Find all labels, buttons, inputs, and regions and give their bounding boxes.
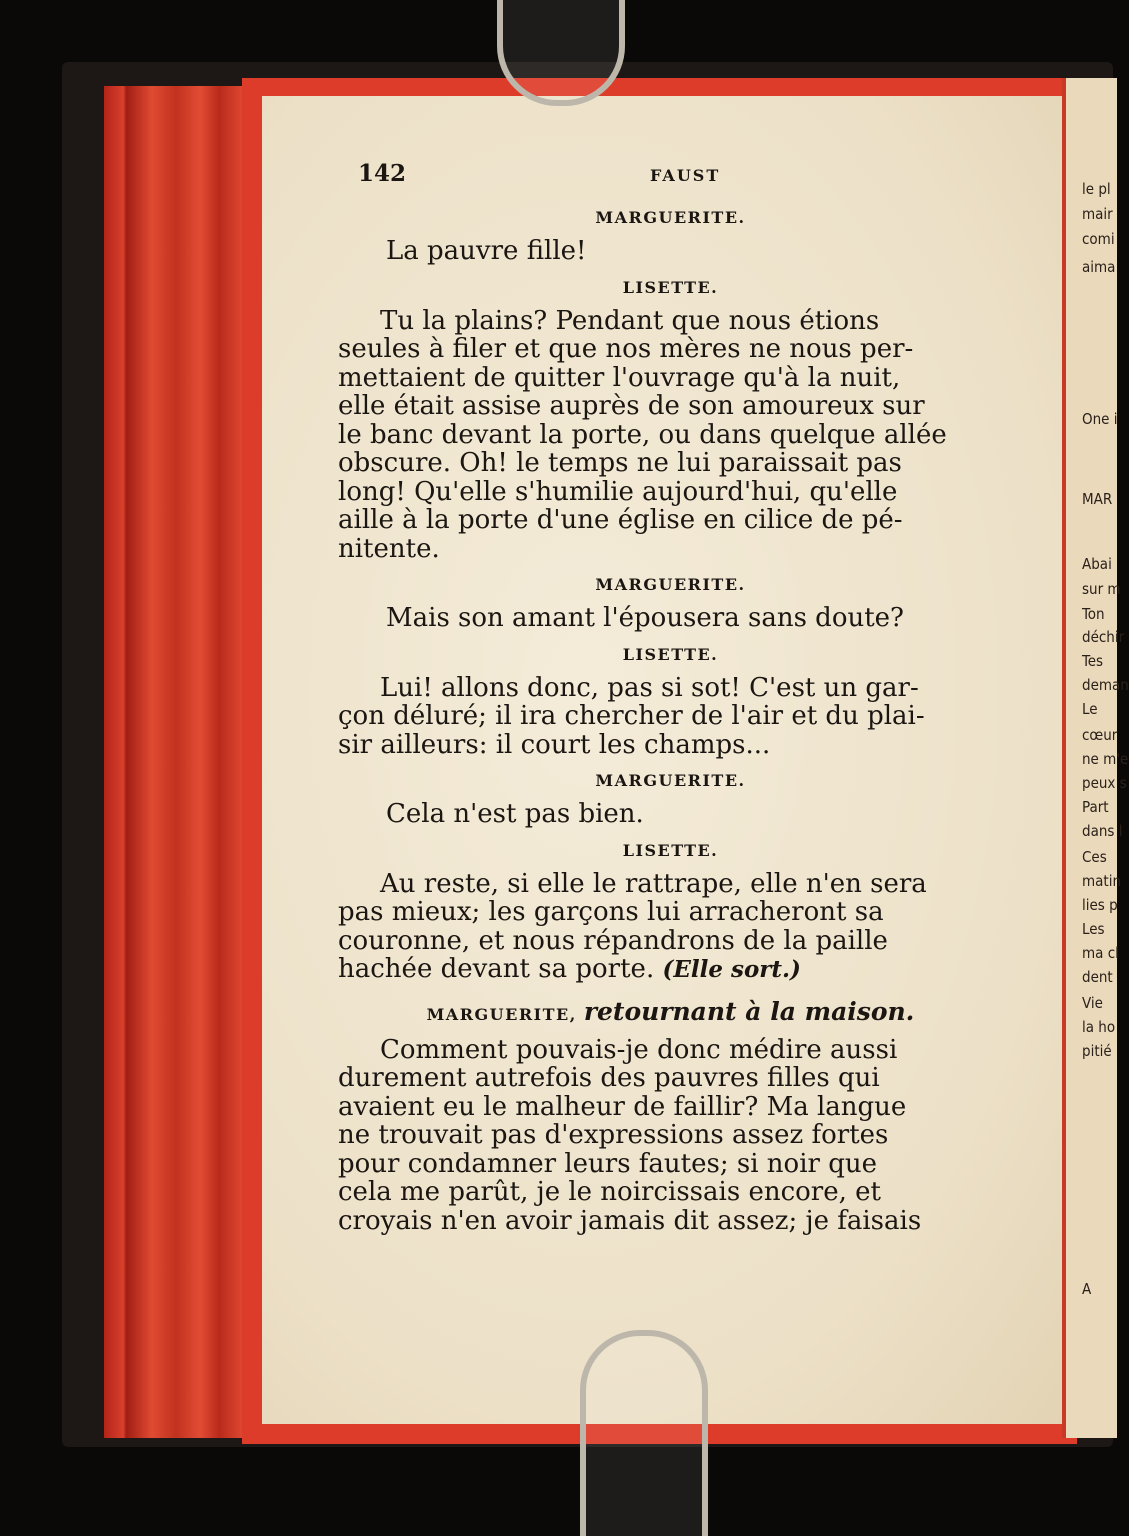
dialogue-line: aille à la porte d'une église en cilice de pé- [338,505,903,535]
right-page-fragment: le pl [1082,180,1111,198]
right-page-fragment: One i [1082,410,1118,428]
right-page-fragment: A [1082,1280,1092,1298]
right-page-fragment: dent [1082,968,1113,986]
right-page-fragment: Vie [1082,994,1103,1012]
bottom-page-clip [580,1330,708,1536]
speaker-name [338,645,1003,664]
dialogue-line: Comment pouvais-je donc médire aussi [380,1034,898,1065]
dialogue-line: çon déluré; il ira chercher de l'air et du plai- [338,701,925,731]
dialogue-line: le banc devant la porte, ou dans quelque allée [338,419,947,450]
right-page-fragment: peux s [1082,774,1127,792]
speaker-label: MARGUERITE. [595,208,746,227]
right-page-fragment: deman [1082,676,1129,694]
right-page-fragment: mair [1082,205,1113,223]
speaker-name [338,278,1003,297]
dialogue-line: hachée devant sa porte. (Elle sort.) [338,954,801,984]
dialogue-line: nitente. [338,533,440,564]
dialogue-line: obscure. Oh! le temps ne lui paraissait pas [338,448,902,478]
right-page-fragment: la ho [1082,1018,1116,1036]
dialogue-line: long! Qu'elle s'humilie aujourd'hui, qu'elle [338,476,898,507]
speaker-name [338,771,1003,790]
right-page-fragment: Les [1082,920,1105,938]
dialogue-line: Cela n'est pas bien. [386,799,644,829]
page-text [338,160,1003,1241]
dialogue-line: La pauvre fille! [386,236,587,266]
dialogue-line: couronne, et nous répandrons de la paille [338,925,888,956]
speaker-label: MARGUERITE. [595,575,746,594]
dialogue-line: sir ailleurs: il court les champs... [338,729,771,760]
right-page-edge [1062,78,1129,1438]
page-number: 142 [358,160,407,187]
speaker-label: LISETTE. [622,840,719,860]
speaker-label: LISETTE. [622,277,719,297]
right-page-fragment: sur m [1082,580,1121,598]
dialogue-line: seules à filer et que nos mères ne nous per- [338,334,914,364]
dialogue-line: croyais n'en avoir jamais dit assez; je faisais [338,1205,922,1236]
dialogue-line: Tu la plains? Pendant que nous étions [380,305,880,336]
right-page-fragment: comi [1082,230,1115,248]
dialogue-line: Au reste, si elle le rattrape, elle n'en sera [380,868,927,899]
stage-direction: retournant à la maison. [583,996,915,1026]
dialogue [338,208,1003,1235]
dialogue-line: durement autrefois des pauvres filles qui [338,1063,880,1093]
speaker-label: MARGUERITE, [426,1004,577,1024]
right-page-fragment: ma cl [1082,944,1119,962]
dialogue-line: Lui! allons donc, pas si sot! C'est un gar- [380,672,919,703]
right-page-fragment: pitié [1082,1042,1112,1060]
speaker-name [338,208,1003,227]
page-header [338,160,1003,196]
speaker-label: MARGUERITE. [595,771,746,790]
right-page-fragment: Le [1082,700,1098,718]
speaker-name [338,997,1003,1026]
dialogue-line: elle était assise auprès de son amoureux sur [338,391,925,421]
dialogue-line: pas mieux; les garçons lui arracheront sa [338,897,884,927]
right-page-fragment: déchir [1082,628,1125,646]
right-page-fragment: Ton [1082,605,1105,623]
speaker-name [338,575,1003,594]
right-page-fragment: Abai [1082,555,1112,573]
running-title: FAUST [650,166,721,185]
dialogue-line: Mais son amant l'épousera sans doute? [386,603,904,633]
right-page-fragment: aima [1082,258,1116,276]
dialogue-line: ne trouvait pas d'expressions assez fortes [338,1120,889,1150]
right-page-fragment: Tes [1082,652,1104,670]
right-page-fragment: ne m'e [1082,750,1129,768]
right-page-fragment: matin [1082,872,1122,890]
right-page-fragment: Part [1082,798,1109,816]
dialogue-line: mettaient de quitter l'ouvrage qu'à la nuit, [338,362,901,393]
right-page-fragment: dans l [1082,822,1123,840]
page-edges-red [104,86,264,1438]
speaker-label: LISETTE. [622,644,719,664]
speaker-name [338,841,1003,860]
dialogue-line: avaient eu le malheur de faillir? Ma langue [338,1091,907,1122]
right-page-fragment: cœur [1082,726,1118,744]
dialogue-line: pour condamner leurs fautes; si noir que [338,1148,877,1179]
right-page-fragment: MAR [1082,490,1113,508]
right-page-fragment: lies p [1082,896,1118,914]
dialogue-line: cela me parût, je le noircissais encore, et [338,1177,881,1207]
right-page-fragment: Ces [1082,848,1107,866]
stage-direction: (Elle sort.) [662,956,801,983]
